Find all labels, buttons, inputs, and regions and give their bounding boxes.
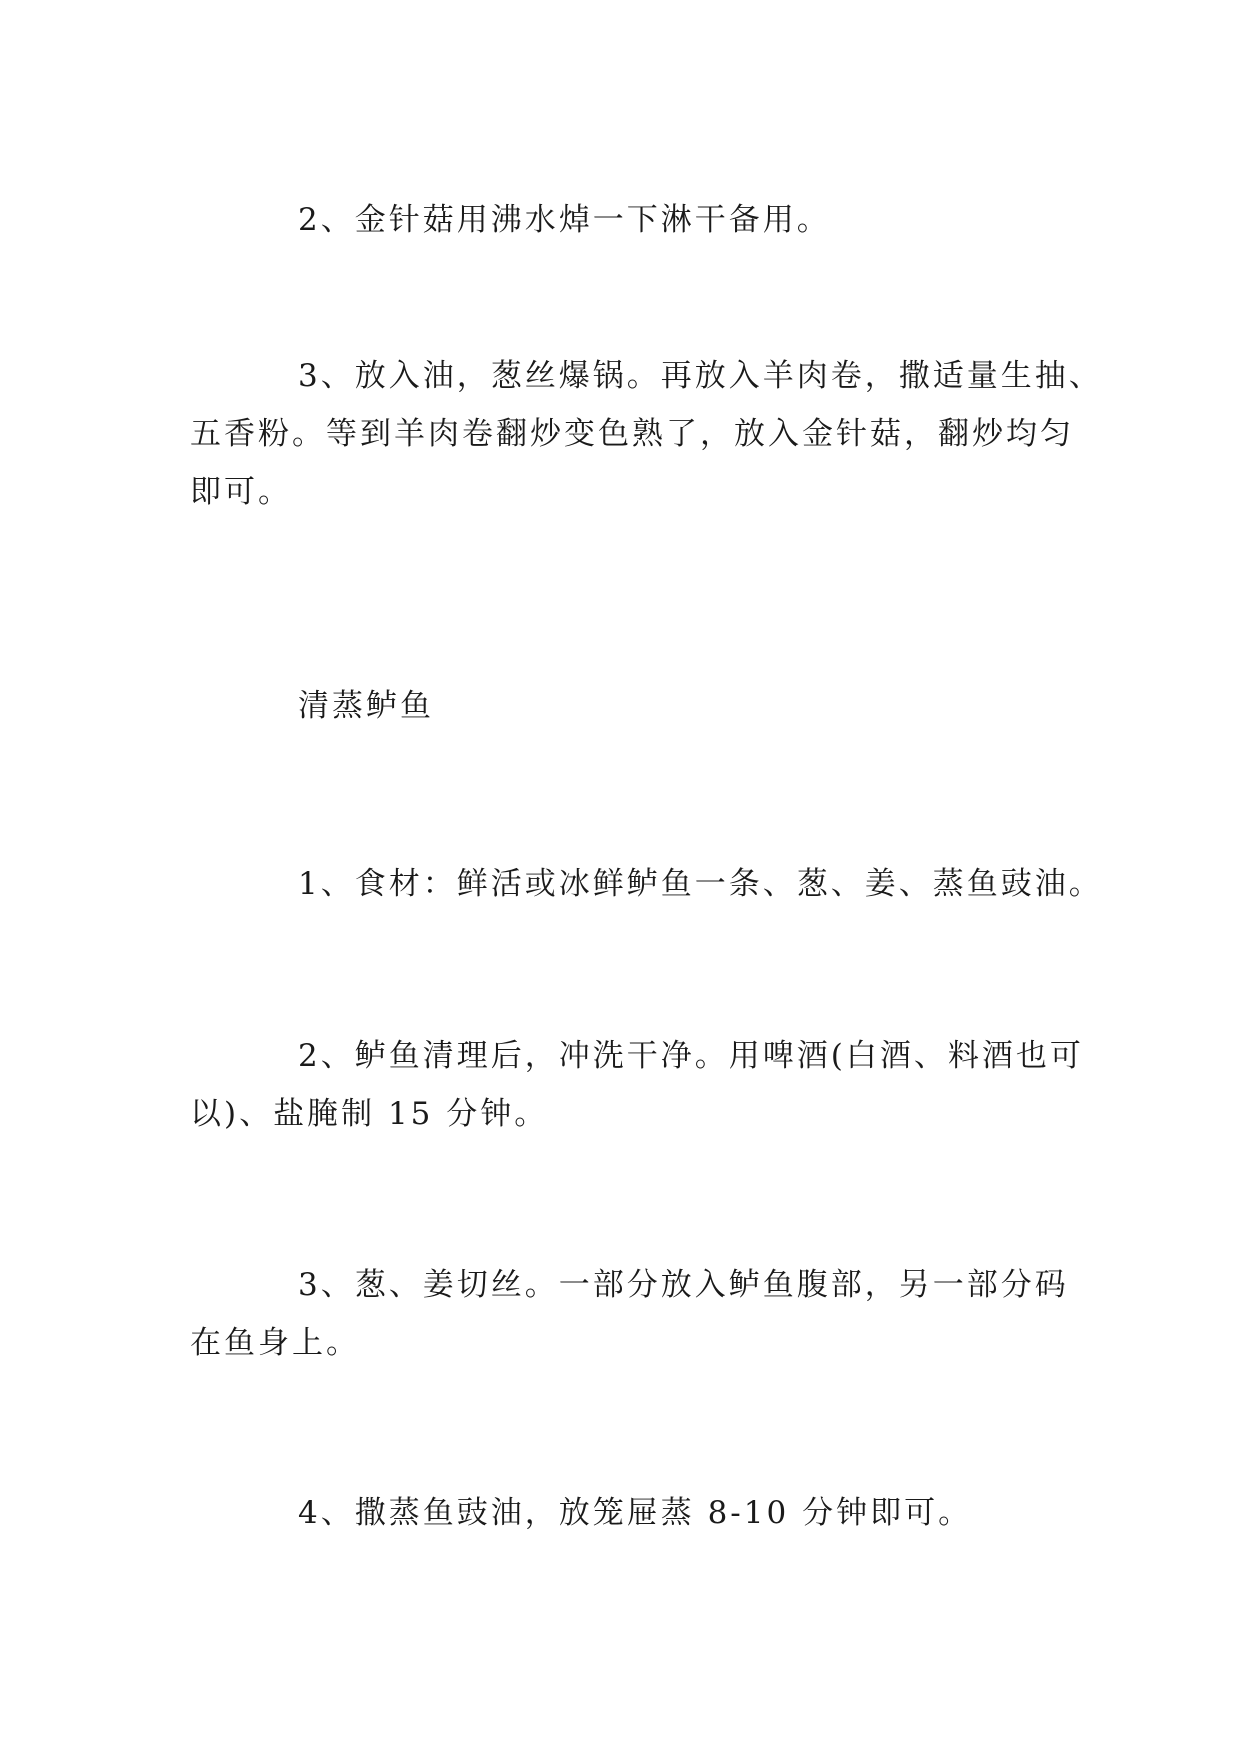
step-2-marinate-paragraph	[190, 1027, 1084, 1143]
paragraph-line: 以)、盐腌制 15 分钟。	[190, 1096, 549, 1132]
paragraph-line: 1、食材：鲜活或冰鲜鲈鱼一条、葱、姜、蒸鱼豉油。	[298, 866, 1103, 902]
heading-line: 清蒸鲈鱼	[298, 688, 434, 724]
paragraph-line: 3、葱、姜切丝。一部分放入鲈鱼腹部，另一部分码	[298, 1267, 1069, 1303]
step-3-slice-paragraph	[190, 1256, 1069, 1372]
recipe-heading	[190, 677, 1050, 735]
step-3-stirfry-paragraph	[190, 347, 1103, 521]
paragraph-line: 五香粉。等到羊肉卷翻炒变色熟了，放入金针菇，翻炒均匀	[190, 416, 1074, 452]
paragraph-line: 即可。	[190, 474, 292, 510]
step-1-ingredients-paragraph	[190, 855, 1103, 913]
paragraph-line: 2、鲈鱼清理后，冲洗干净。用啤酒(白酒、料酒也可	[298, 1038, 1084, 1074]
paragraph-line: 2、金针菇用沸水焯一下淋干备用。	[298, 202, 831, 238]
step-4-steam-paragraph	[190, 1484, 1050, 1542]
paragraph-line: 4、撒蒸鱼豉油，放笼屉蒸 8-10 分钟即可。	[298, 1495, 973, 1531]
step-2-enoki-paragraph	[190, 191, 1050, 249]
paragraph-line: 在鱼身上。	[190, 1325, 360, 1361]
paragraph-line: 3、放入油，葱丝爆锅。再放入羊肉卷，撒适量生抽、	[298, 358, 1103, 394]
